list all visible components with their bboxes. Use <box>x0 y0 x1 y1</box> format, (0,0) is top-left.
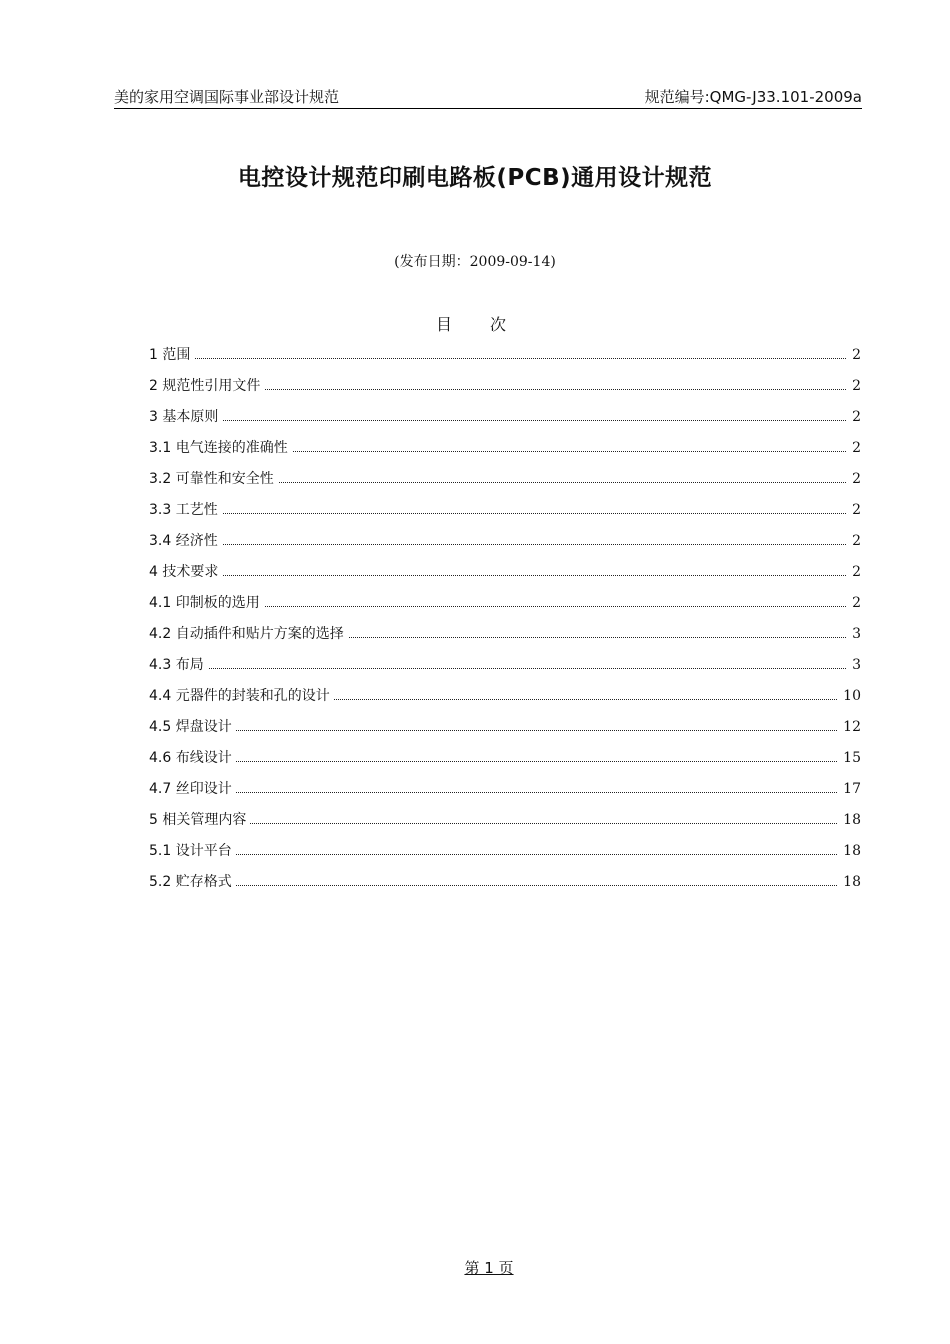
toc-leader-dots <box>160 792 837 793</box>
toc-leader-dots <box>160 885 837 886</box>
toc-leader-dots <box>160 358 846 359</box>
toc-entry-page: 17 <box>839 777 861 801</box>
toc-entry-page: 2 <box>848 467 861 491</box>
toc-entry[interactable] <box>0 653 950 684</box>
page-header <box>114 86 862 109</box>
toc-leader-dots <box>160 730 837 731</box>
toc-leader-dots <box>160 823 837 824</box>
toc-entry-page: 15 <box>839 746 861 770</box>
document-title: 电控设计规范印刷电路板(PCB)通用设计规范 <box>237 165 713 191</box>
toc-leader-dots <box>160 668 846 669</box>
toc-leader-dots <box>160 513 846 514</box>
table-of-contents <box>0 343 950 901</box>
toc-entry[interactable] <box>0 343 950 374</box>
publish-date: (发布日期：2009-09-14) <box>394 254 556 270</box>
toc-entry-page: 2 <box>848 374 861 398</box>
toc-entry-label: 3.3 工艺性 <box>149 498 222 522</box>
toc-entry-page: 2 <box>848 529 861 553</box>
toc-entry[interactable] <box>0 498 950 529</box>
toc-entry-label: 3.2 可靠性和安全性 <box>149 467 278 491</box>
toc-leader-dots <box>160 544 846 545</box>
toc-entry-label: 1 范围 <box>149 343 194 367</box>
toc-heading: 目次 <box>435 315 544 334</box>
toc-entry-label: 4.1 印制板的选用 <box>149 591 264 615</box>
toc-entry-label: 3 基本原则 <box>149 405 222 429</box>
department-name: 美的家用空调国际事业部设计规范 <box>114 88 340 106</box>
toc-entry[interactable] <box>0 529 950 560</box>
toc-entry-page: 2 <box>848 498 861 522</box>
toc-entry-label: 4.5 焊盘设计 <box>149 715 236 739</box>
toc-entry-page: 2 <box>848 436 861 460</box>
toc-entry[interactable] <box>0 684 950 715</box>
toc-leader-dots <box>160 854 837 855</box>
toc-entry[interactable] <box>0 405 950 436</box>
toc-entry[interactable] <box>0 746 950 777</box>
toc-entry-label: 4 技术要求 <box>149 560 222 584</box>
toc-entry-label: 5.1 设计平台 <box>149 839 236 863</box>
toc-entry-label: 4.4 元器件的封装和孔的设计 <box>149 684 334 708</box>
toc-entry-label: 3.1 电气连接的准确性 <box>149 436 292 460</box>
toc-entry-label: 2 规范性引用文件 <box>149 374 264 398</box>
toc-entry-label: 4.7 丝印设计 <box>149 777 236 801</box>
spec-number: 规范编号:QMG-J33.101-2009a <box>644 88 862 106</box>
toc-entry[interactable] <box>0 436 950 467</box>
toc-entry[interactable] <box>0 467 950 498</box>
toc-entry[interactable] <box>0 808 950 839</box>
toc-entry-page: 18 <box>839 808 861 832</box>
toc-entry[interactable] <box>0 622 950 653</box>
toc-leader-dots <box>160 575 846 576</box>
page-number: 第 1 页 <box>464 1259 514 1277</box>
toc-entry-page: 12 <box>839 715 861 739</box>
toc-entry[interactable] <box>0 777 950 808</box>
toc-entry-label: 3.4 经济性 <box>149 529 222 553</box>
toc-entry[interactable] <box>0 870 950 901</box>
toc-entry-page: 18 <box>839 839 861 863</box>
toc-entry-label: 5 相关管理内容 <box>149 808 250 832</box>
toc-entry-page: 3 <box>848 622 861 646</box>
toc-entry-page: 2 <box>848 343 861 367</box>
toc-entry[interactable] <box>0 715 950 746</box>
toc-leader-dots <box>160 761 837 762</box>
toc-entry-page: 3 <box>848 653 861 677</box>
toc-entry-page: 2 <box>848 560 861 584</box>
toc-entry-label: 4.3 布局 <box>149 653 208 677</box>
toc-entry[interactable] <box>0 374 950 405</box>
toc-leader-dots <box>160 420 846 421</box>
toc-entry[interactable] <box>0 591 950 622</box>
toc-entry-page: 2 <box>848 405 861 429</box>
toc-entry[interactable] <box>0 839 950 870</box>
toc-entry-label: 5.2 贮存格式 <box>149 870 236 894</box>
toc-entry[interactable] <box>0 560 950 591</box>
page-footer <box>0 1257 950 1279</box>
toc-entry-page: 18 <box>839 870 861 894</box>
toc-entry-label: 4.6 布线设计 <box>149 746 236 770</box>
toc-entry-page: 10 <box>839 684 861 708</box>
toc-entry-page: 2 <box>848 591 861 615</box>
toc-entry-label: 4.2 自动插件和贴片方案的选择 <box>149 622 348 646</box>
